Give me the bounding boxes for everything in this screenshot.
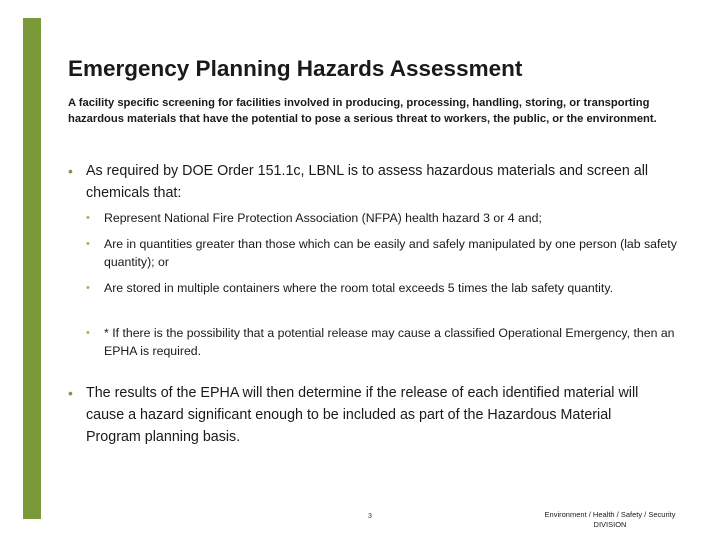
bullet-dot-icon: • — [86, 282, 90, 294]
sub-bullet-text: Are in quantities greater than those which can be easily and safely manipulated by one person (lab safety quantity); or — [104, 237, 677, 269]
bullet-dot-icon: • — [68, 385, 73, 401]
main-bullet — [68, 160, 668, 204]
sub-bullet — [86, 235, 686, 271]
main-bullet — [68, 382, 668, 448]
bullet-dot-icon: • — [86, 212, 90, 224]
sub-bullet-text: Are stored in multiple containers where the room total exceeds 5 times the lab safety quantity. — [104, 281, 613, 295]
sub-bullet-text: Represent National Fire Protection Association (NFPA) health hazard 3 or 4 and; — [104, 211, 542, 225]
division-line-2: DIVISION — [593, 520, 627, 529]
slide-subtitle: A facility specific screening for facilities involved in producing, processing, handling, storing, or transporting hazardous materials that have the potential to pose a serious threat to workers, the public, or the environment. — [68, 97, 657, 125]
bullet-dot-icon: • — [68, 163, 73, 179]
sub-bullet — [86, 279, 686, 297]
sub-bullet — [86, 324, 686, 360]
page-number: 3 — [368, 513, 372, 520]
division-line-1: Environment / Health / Safety / Security — [544, 510, 676, 519]
slide-title: Emergency Planning Hazards Assessment — [68, 56, 523, 81]
bullet-dot-icon: • — [86, 327, 90, 339]
sub-bullet — [86, 209, 686, 227]
bullet-dot-icon: • — [86, 238, 90, 250]
bullet-text: As required by DOE Order 151.1c, LBNL is to assess hazardous materials and screen all chemicals that: — [86, 163, 649, 201]
footer-division — [525, 510, 695, 530]
bullet-text: The results of the EPHA will then determine if the release of each identified material will cause a hazard significant enough to be included as part of the Hazardous Material Program planning basis. — [86, 385, 639, 445]
accent-bar — [23, 18, 41, 519]
sub-bullet-text: * If there is the possibility that a potential release may cause a classified Operational Emergency, then an EPHA is required. — [104, 326, 675, 358]
